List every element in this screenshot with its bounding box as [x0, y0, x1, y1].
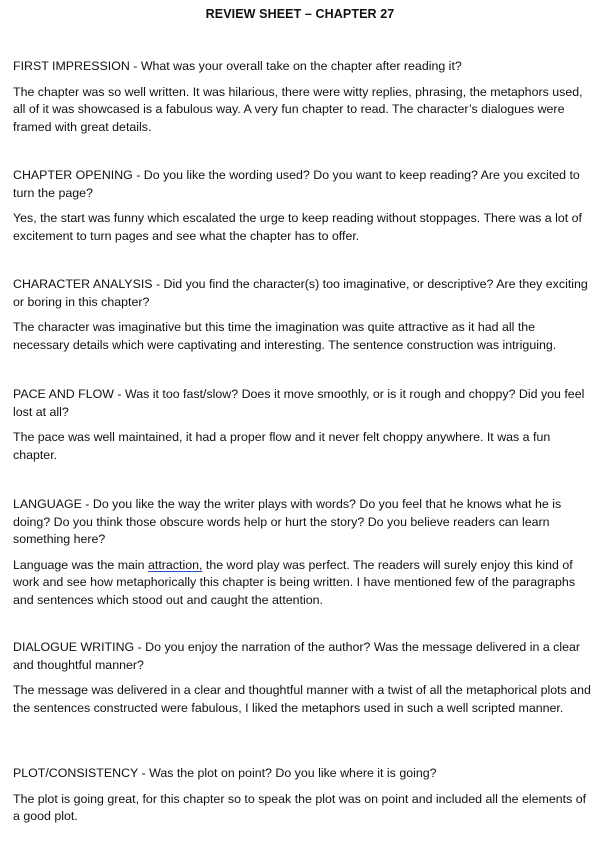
question-language: LANGUAGE - Do you like the way the writer plays with words? Do you feel that he knows what he is doing? Do you think those obscure words help or hurt the story? Do you believe readers can learn something here?	[13, 497, 562, 546]
page-title: REVIEW SHEET – CHAPTER 27	[205, 7, 395, 21]
section-language	[13, 496, 591, 609]
section-character-analysis	[13, 276, 591, 354]
answer-language-part-2: the word play was perfect. The readers will surely enjoy this kind of work and see how metaphorically this chapter is being written. I have mentioned few of the paragraphs and sentences which stood out and caught the attention.	[13, 557, 576, 607]
question-dialogue-writing: DIALOGUE WRITING - Do you enjoy the narration of the author? Was the message delivered in a clear and thoughtful manner?	[13, 640, 581, 672]
question-character-analysis: CHARACTER ANALYSIS - Did you find the character(s) too imaginative, or descriptive? Are they exciting or boring in this chapter?	[13, 277, 588, 309]
section-first-impression	[13, 58, 591, 136]
answer-plot-consistency: The plot is going great, for this chapter so to speak the plot was on point and included all the elements of a good plot.	[13, 791, 587, 823]
answer-language-part-1: Language was the main	[13, 557, 149, 572]
answer-first-impression: The chapter was so well written. It was hilarious, there were witty replies, phrasing, the metaphors used, all of it was showcased is a fabulous way. A very fun chapter to read. The character’s dialogues were framed with great details.	[13, 84, 583, 134]
question-pace-and-flow: PACE AND FLOW - Was it too fast/slow? Does it move smoothly, or is it rough and choppy? Did you feel lost at all?	[13, 387, 585, 419]
answer-dialogue-writing: The message was delivered in a clear and thoughtful manner with a twist of all the metaphorical plots and the sentences constructed were fabulous, I liked the metaphors used in such a well scripted manner.	[13, 683, 591, 715]
section-chapter-opening	[13, 167, 591, 245]
spellcheck-underlined-word: attraction,	[148, 557, 203, 572]
answer-character-analysis: The character was imaginative but this time the imagination was quite attractive as it had all the necessary details which were captivating and interesting. The sentence construction was intriguing.	[13, 320, 557, 352]
answer-pace-and-flow: The pace was well maintained, it had a proper flow and it never felt choppy anywhere. It was a fun chapter.	[13, 430, 551, 462]
section-plot-consistency	[13, 765, 591, 826]
section-dialogue-writing	[13, 639, 591, 717]
section-pace-and-flow	[13, 386, 591, 464]
question-first-impression: FIRST IMPRESSION - What was your overall take on the chapter after reading it?	[13, 59, 462, 73]
question-chapter-opening: CHAPTER OPENING - Do you like the wording used? Do you want to keep reading? Are you excited to turn the page?	[13, 168, 580, 200]
question-plot-consistency: PLOT/CONSISTENCY - Was the plot on point? Do you like where it is going?	[13, 766, 437, 780]
answer-language	[13, 557, 591, 610]
answer-chapter-opening: Yes, the start was funny which escalated the urge to keep reading without stoppages. There was a lot of excitement to turn pages and see what the chapter has to offer.	[13, 211, 582, 243]
